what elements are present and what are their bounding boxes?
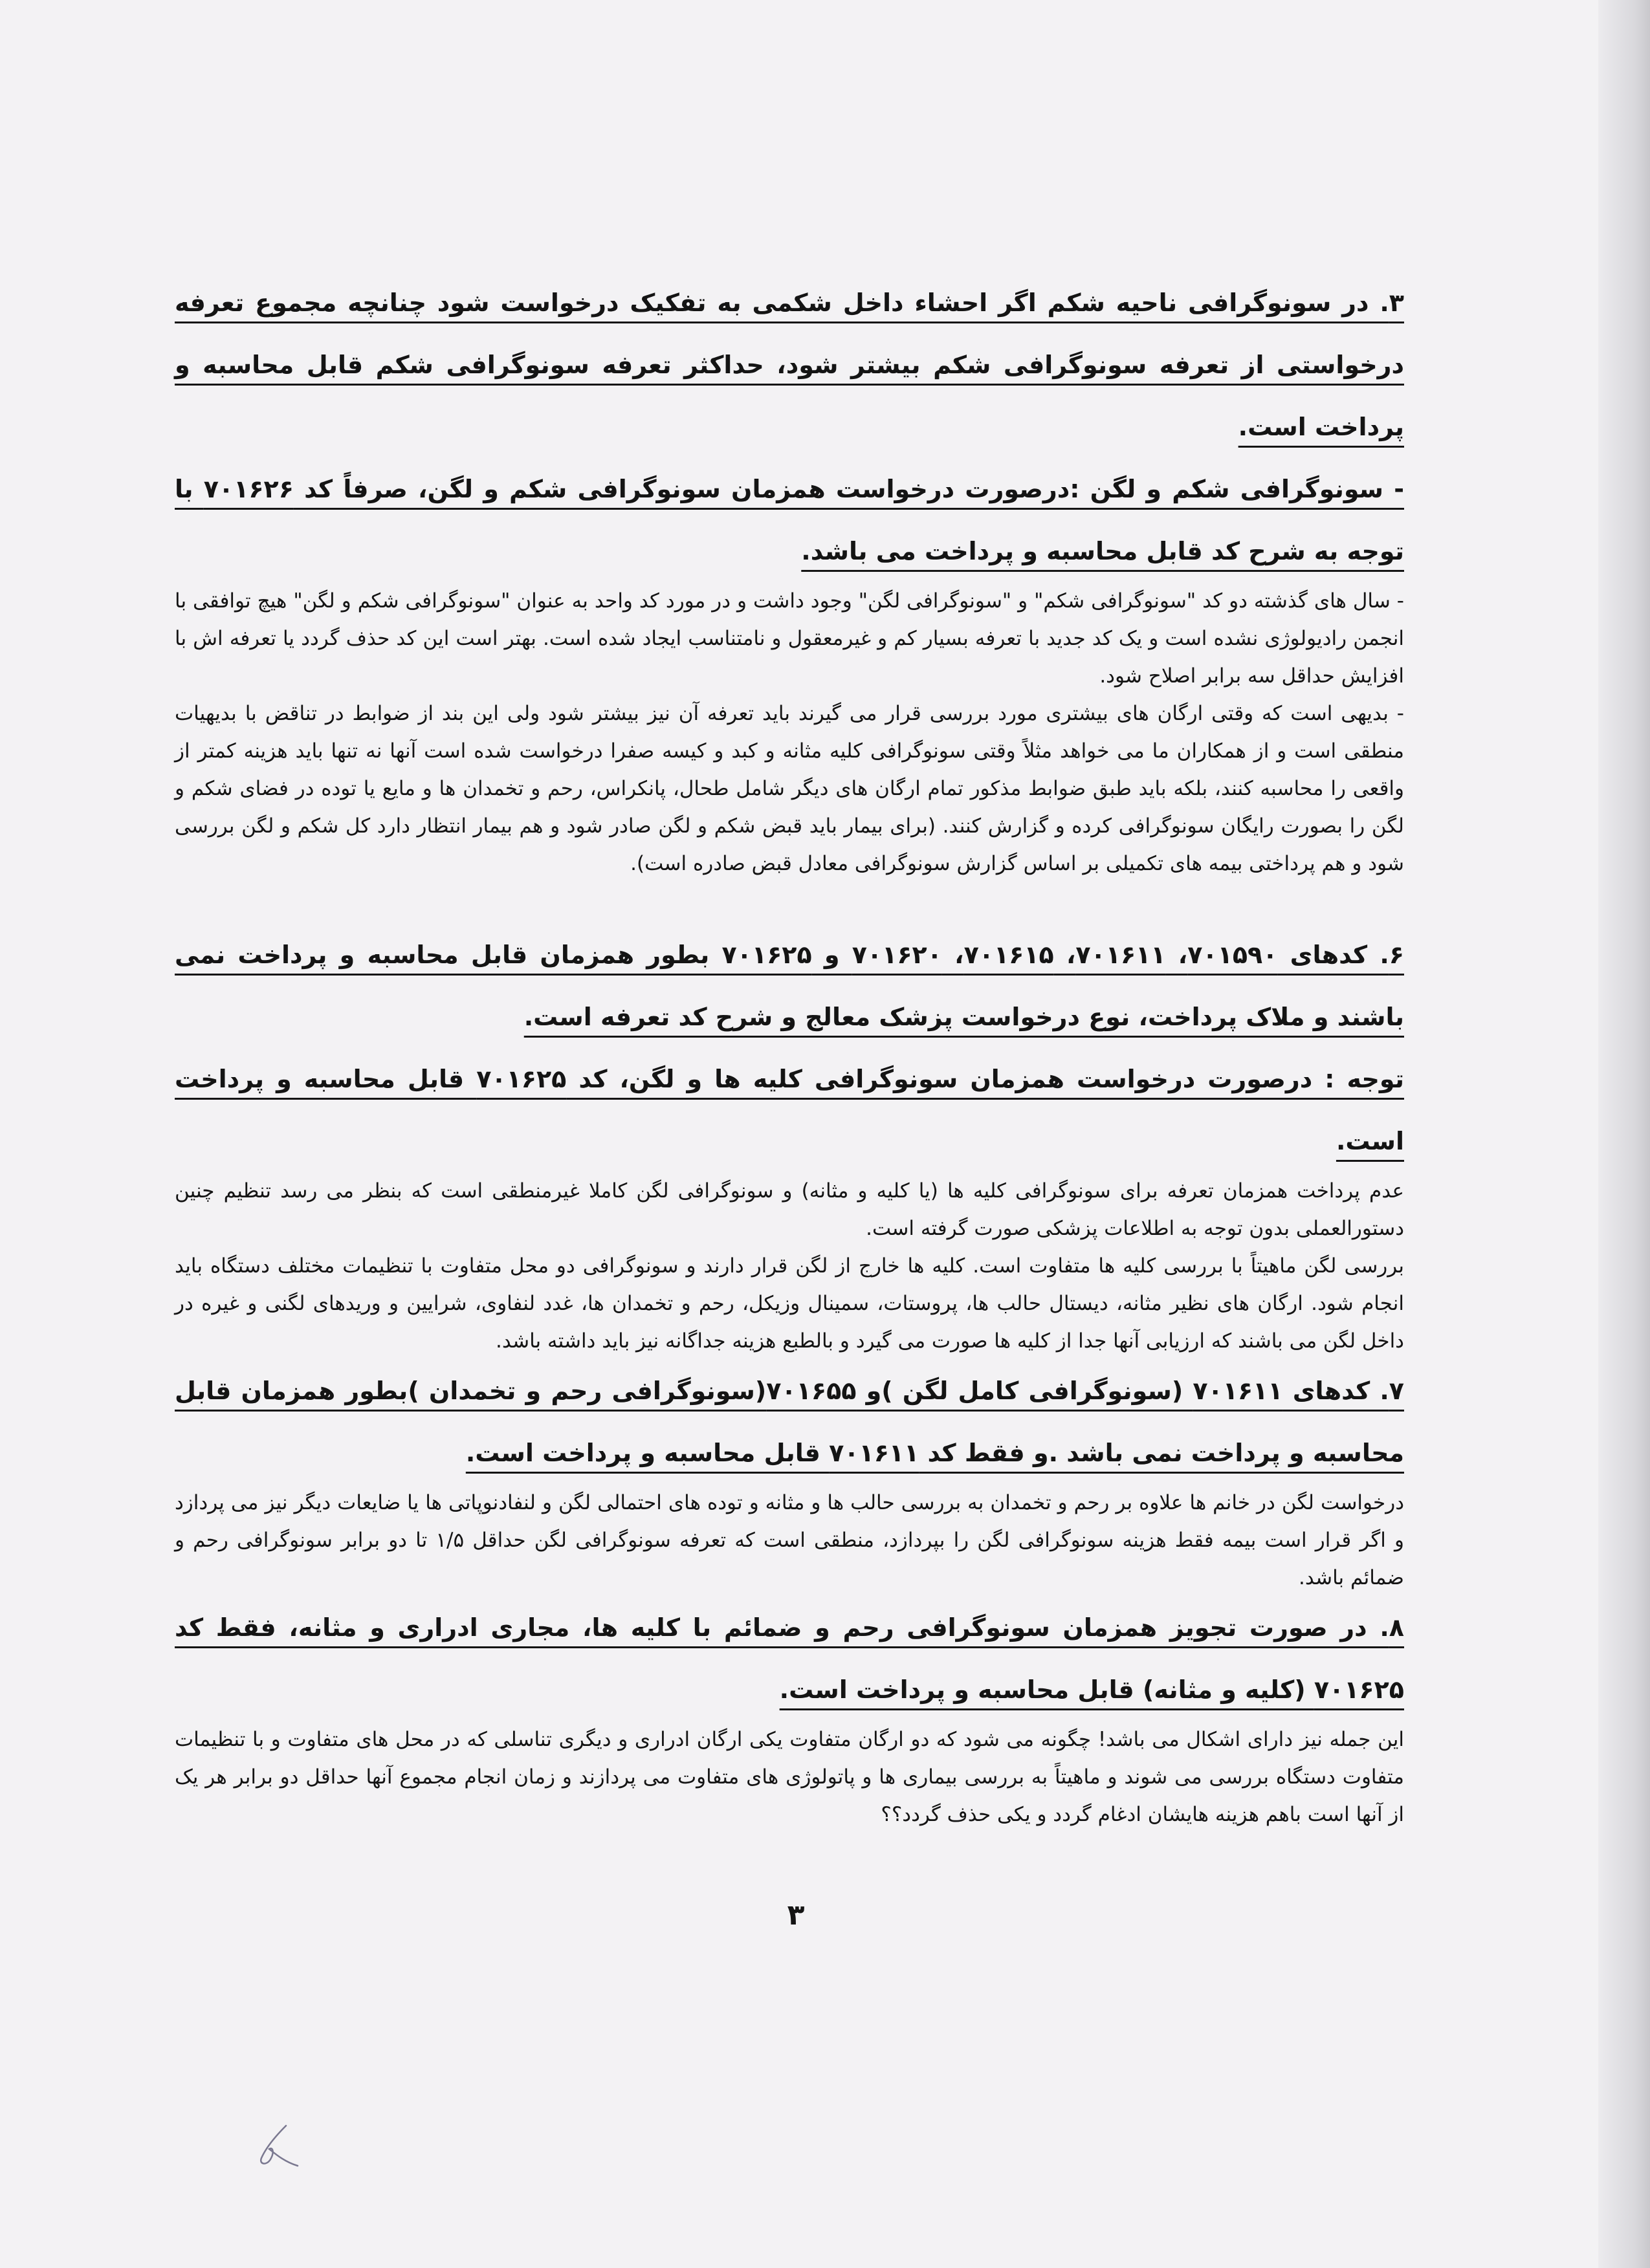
section-6 <box>175 924 1404 1360</box>
section-7-heading: ۷. کدهای ۷۰۱۶۱۱ (سونوگرافی کامل لگن )و ۷۰۱۶۵۵(سونوگرافی رحم و تخمدان )بطور همزمان قابل محاسبه و پرداخت نمی باشد .و فقط کد ۷۰۱۶۱۱ قابل محاسبه و پرداخت است. <box>175 1377 1404 1467</box>
section-3-heading: ۳. در سونوگرافی ناحیه شکم اگر احشاء داخل شکمی به تفکیک درخواست شود چنانچه مجموع تعرفه درخواستی از تعرفه سونوگرافی شکم بیشتر شود، حداکثر تعرفه سونوگرافی شکم قابل محاسبه و پرداخت است. <box>175 289 1404 441</box>
handwritten-initial-icon <box>247 2121 305 2172</box>
section-3 <box>175 272 1404 882</box>
section-7-paragraph: درخواست لگن در خانم ها علاوه بر رحم و تخمدان به بررسی حالب ها و مثانه و توده های احتمالی لگن و لنفادنوپاتی ها یا ضایعات دیگر نیز می پردازد و اگر قرار است بیمه فقط هزینه سونوگرافی لگن را بپردازد، منطقی است که تعرفه سونوگرافی لگن حداقل ۱/۵ تا دو برابر سونوگرافی رحم و ضمائم باشد. <box>175 1491 1404 1589</box>
section-8-heading: ۸. در صورت تجویز همزمان سونوگرافی رحم و ضمائم با کلیه ها، مجاری ادراری و مثانه، فقط کد ۷۰۱۶۲۵ (کلیه و مثانه) قابل محاسبه و پرداخت است. <box>175 1613 1404 1704</box>
section-6-paragraph-1: عدم پرداخت همزمان تعرفه برای سونوگرافی کلیه ها (یا کلیه و مثانه) و سونوگرافی لگن کاملا غیرمنطقی است که بنظر می رسد تنظیم چنین دستورالعملی بدون توجه به اطلاعات پزشکی صورت گرفته است. <box>175 1179 1404 1240</box>
spacer <box>175 882 1404 924</box>
section-8 <box>175 1597 1404 1833</box>
section-6-heading: ۶. کدهای ۷۰۱۵۹۰، ۷۰۱۶۱۱، ۷۰۱۶۱۵، ۷۰۱۶۲۰ و ۷۰۱۶۲۵ بطور همزمان قابل محاسبه و پرداخت نمی باشند و ملاک پرداخت، نوع درخواست پزشک معالج و شرح کد تعرفه است. <box>175 941 1404 1031</box>
scanned-page-edge <box>1598 0 1650 2268</box>
section-7 <box>175 1360 1404 1597</box>
section-3-paragraph-1: - سال های گذشته دو کد "سونوگرافی شکم" و "سونوگرافی لگن" وجود داشت و در مورد کد واحد به عنوان "سونوگرافی شکم و لگن" هیچ توافقی با انجمن رادیولوژی نشده است و یک کد جدید با تعرفه بسیار کم و غیرمعقول و نامتناسب ایجاد شده است. بهتر است این کد حذف گردد یا تعرفه اش با افزایش حداقل سه برابر اصلاح شود. <box>175 589 1404 688</box>
document-body <box>175 272 1404 1833</box>
section-8-paragraph: این جمله نیز دارای اشکال می باشد! چگونه می شود که دو ارگان متفاوت یکی ارگان ادراری و دیگری تناسلی که در محل های متفاوت و با تنظیمات متفاوت دستگاه بررسی می شوند و ماهیتاً به بررسی بیماری ها و پاتولوژی های متفاوت می پردازند و زمان انجام مجموع آنها حداقل دو برابر هر یک از آنها است باهم هزینه هایشان ادغام گردد و یکی حذف گردد؟؟ <box>175 1728 1404 1826</box>
page-number: ۳ <box>787 1899 805 1932</box>
section-3-paragraph-2: - بدیهی است که وقتی ارگان های بیشتری مورد بررسی قرار می گیرند باید تعرفه آن نیز بیشتر شود ولی این بند از ضوابط در تناقض با بدیهیات منطقی است و از همکاران ما می خواهد مثلاً وقتی سونوگرافی کلیه مثانه و کبد و کیسه صفرا درخواست شده است آنها نه تنها باید هزینه کمتر از واقعی را محاسبه کنند، بلکه باید طبق ضوابط مذکور تمام ارگان های دیگر شامل طحال، پانکراس، رحم و تخمدان ها و مایع یا توده در فضای شکم و لگن را بصورت رایگان سونوگرافی کرده و گزارش کنند. (برای بیمار باید قبض شکم و لگن صادر شود و هم بیمار انتظار دارد کل شکم و لگن بررسی شود و هم پرداختی بیمه های تکمیلی بر اساس گزارش سونوگرافی معادل قبض صادره است). <box>175 702 1404 875</box>
abdomen-pelvis-note-heading: - سونوگرافی شکم و لگن :درصورت درخواست همزمان سونوگرافی شکم و لگن، صرفاً کد ۷۰۱۶۲۶ با توجه به شرح کد قابل محاسبه و پرداخت می باشد. <box>175 475 1404 565</box>
section-6-note-heading: توجه : درصورت درخواست همزمان سونوگرافی کلیه ها و لگن، کد ۷۰۱۶۲۵ قابل محاسبه و پرداخت است. <box>175 1065 1404 1155</box>
section-6-paragraph-2: بررسی لگن ماهیتاً با بررسی کلیه ها متفاوت است. کلیه ها خارج از لگن قرار دارند و سونوگرافی دو محل متفاوت با تنظیمات مختلف دستگاه باید انجام شود. ارگان های نظیر مثانه، دیستال حالب ها، پروستات، سمینال وزیکل، رحم و تخمدان ها، غدد لنفاوی، شرایین و وریدهای لگنی و غیره در داخل لگن می باشند که ارزیابی آنها جدا از کلیه ها صورت می گیرد و بالطبع هزینه جداگانه نیز باید داشته باشد. <box>175 1254 1404 1353</box>
